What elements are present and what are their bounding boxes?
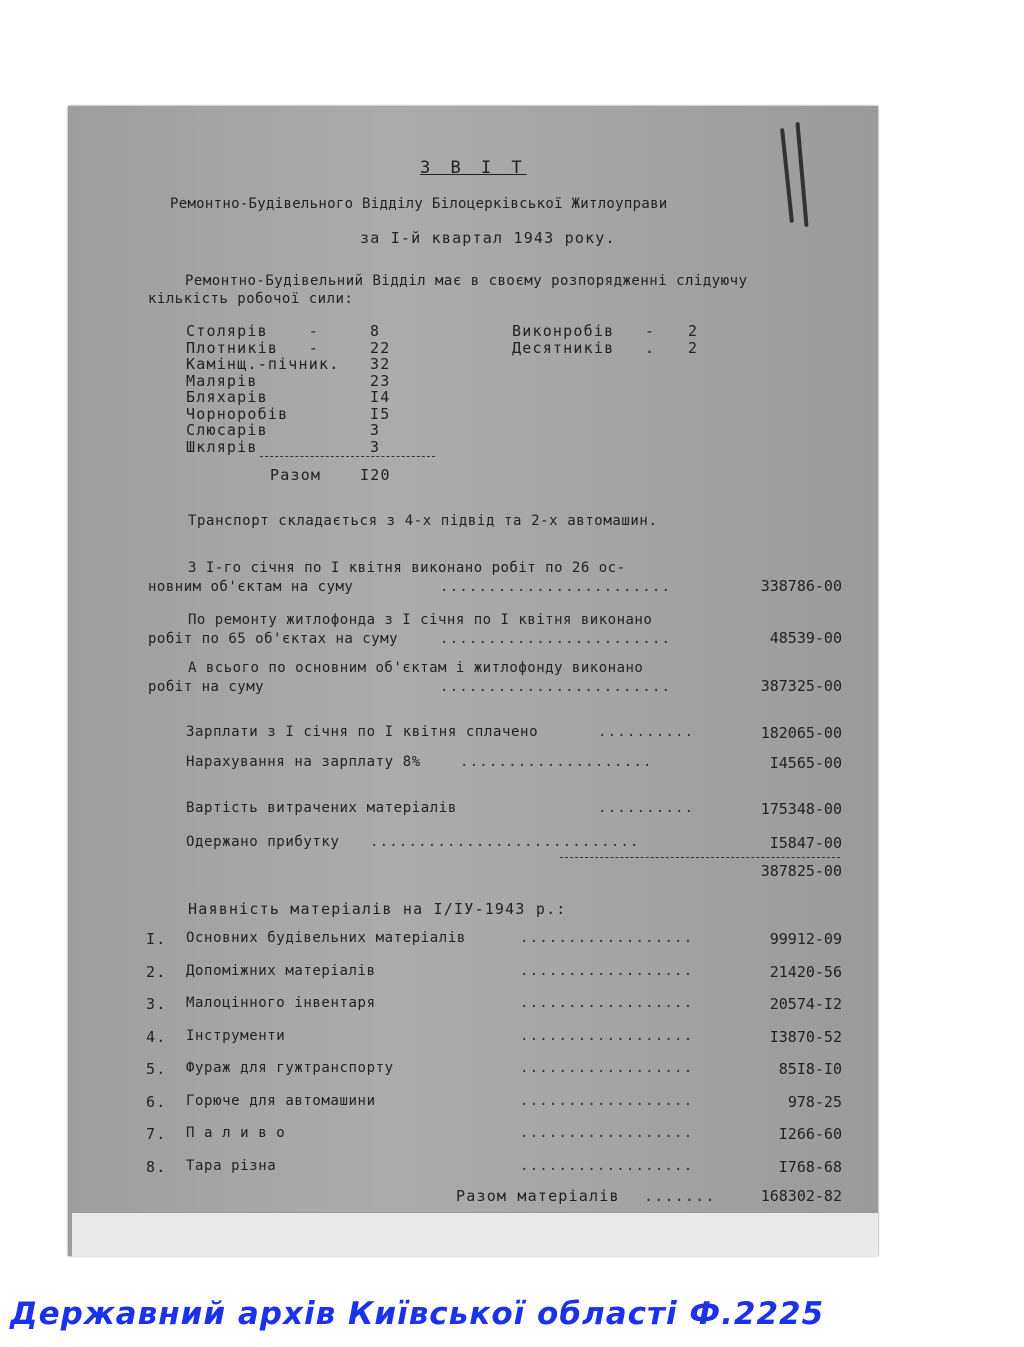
dot-leader: .................. [520, 930, 694, 946]
material-amount: 20574-I2 [769, 995, 842, 1013]
worker-count: 3 [370, 437, 381, 456]
finance-label: Вартість витрачених матеріалів [186, 800, 457, 816]
material-amount: I3870-52 [769, 1027, 842, 1046]
worker-label: Столярів - [186, 322, 319, 340]
material-label: Основних будівельних матеріалів [186, 930, 466, 946]
dot-leader: .................. [520, 1157, 694, 1174]
material-label: Допоміжних матеріалів [186, 962, 376, 979]
workers-total-value: I20 [360, 466, 391, 484]
work-line-1: А всього по основним об'єктам і житлофонду виконано [188, 660, 644, 676]
dot-leader: .......... [598, 724, 695, 740]
material-number: 3. [146, 995, 167, 1013]
dot-leader: .................. [520, 1125, 694, 1141]
material-number: І. [146, 930, 167, 948]
material-amount: I266-60 [778, 1125, 842, 1143]
finance-label: Зарплати з І січня по І квітня сплачено [186, 724, 539, 740]
material-label: Тара різна [186, 1157, 277, 1174]
material-number: 4. [146, 1027, 167, 1046]
dot-leader: .................. [520, 962, 694, 979]
document-subtitle: Ремонтно-Будівельного Відділу Білоцерківської Житлоуправи [170, 196, 668, 212]
dot-leader: .................. [520, 1060, 694, 1076]
material-amount: 99912-09 [769, 930, 842, 948]
material-number: 6. [146, 1092, 167, 1111]
dot-leader: .................. [520, 1027, 694, 1044]
worker-label: Камінщ.-пічник. [186, 355, 340, 373]
supervisor-label: Десятників . [512, 338, 656, 357]
dot-leader: .................. [520, 1092, 694, 1109]
work-line-1: По ремонту житлофонда з І січня по І квітня виконано [188, 612, 653, 628]
material-amount: 85I8-I0 [778, 1060, 842, 1078]
worker-label: Плотників - [186, 338, 319, 357]
worker-count: I5 [370, 404, 391, 423]
finance-amount: 182065-00 [760, 724, 842, 742]
material-label: П а л и в о [186, 1125, 286, 1141]
material-number: 7. [146, 1125, 167, 1143]
page-curl [72, 1212, 878, 1257]
supervisor-count: 2 [688, 322, 699, 340]
material-number: 5. [146, 1060, 167, 1078]
transport-line: Транспорт складається з 4-х підвід та 2-х автомашин. [188, 513, 658, 529]
worker-label: Малярів [186, 371, 258, 390]
archive-caption: Державний архів Київської області Ф.2225 [10, 1296, 825, 1332]
materials-total-value: 168302-82 [760, 1187, 842, 1205]
material-number: 8. [146, 1157, 167, 1176]
dot-leader: .................... [460, 754, 653, 770]
document-title: З В І Т [420, 158, 527, 178]
worker-count: 23 [370, 371, 391, 390]
work-line-2: робіт по 65 об'єктах на суму [148, 631, 399, 647]
worker-count: 8 [370, 322, 381, 340]
finance-amount: 175348-00 [760, 800, 842, 818]
dot-leader: ....... [644, 1187, 716, 1205]
work-line-2: новним об'єктам на суму [148, 579, 354, 595]
material-label: Малоцінного інвентаря [186, 995, 376, 1011]
supervisor-label: Виконробів - [512, 322, 656, 340]
dot-leader: .................. [520, 995, 694, 1011]
dot-leader: ........................ [440, 631, 672, 647]
material-amount: I768-68 [778, 1157, 842, 1176]
finance-label: Нарахування на зарплату 8% [186, 754, 421, 770]
finance-amount: I5847-00 [769, 834, 842, 852]
material-label: Інструменти [186, 1027, 286, 1044]
work-line-1: З І-го січня по І квітня виконано робіт по 26 ос- [188, 560, 626, 576]
worker-count: 32 [370, 355, 391, 373]
material-label: Горюче для автомашини [186, 1092, 376, 1109]
supervisor-count: 2 [688, 338, 699, 357]
worker-label: Бляхарів [186, 388, 268, 406]
materials-heading: Наявність матеріалів на І/ІУ-1943 р.: [188, 900, 567, 918]
worker-count: 22 [370, 338, 391, 357]
finance-label: Одержано прибутку [186, 834, 340, 850]
material-amount: 21420-56 [769, 962, 842, 981]
dot-leader: ........................ [440, 579, 672, 595]
document-period: за І-й квартал 1943 року. [360, 229, 616, 247]
finance-total: 387825-00 [760, 862, 842, 880]
dot-leader: ............................ [370, 834, 640, 850]
worker-label: Шклярів [186, 437, 258, 456]
dot-leader: .......... [598, 800, 695, 816]
work-amount: 338786-00 [760, 577, 842, 595]
work-line-2: робіт на суму [148, 679, 265, 695]
material-label: Фураж для гужтранспорту [186, 1060, 394, 1076]
worker-count: 3 [370, 421, 381, 439]
worker-label: Чорноробів [186, 404, 289, 423]
material-number: 2. [146, 962, 167, 981]
materials-total-label: Разом матеріалів [456, 1187, 620, 1205]
workers-total-label: Разом [270, 466, 322, 484]
dot-leader: ........................ [440, 679, 672, 695]
worker-label: Слюсарів [186, 421, 268, 439]
worker-count: I4 [370, 388, 391, 406]
finance-sum-line [560, 857, 840, 858]
finance-amount: I4565-00 [769, 754, 842, 772]
work-amount: 48539-00 [769, 629, 842, 647]
intro-line-1: Ремонтно-Будівельний Відділ має в своєму розпорядженні слідуючу [185, 273, 748, 289]
work-amount: 387325-00 [760, 677, 842, 695]
workers-sum-line [260, 456, 435, 457]
intro-line-2: кількість робочої сили: [148, 291, 354, 307]
material-amount: 978-25 [787, 1092, 842, 1111]
